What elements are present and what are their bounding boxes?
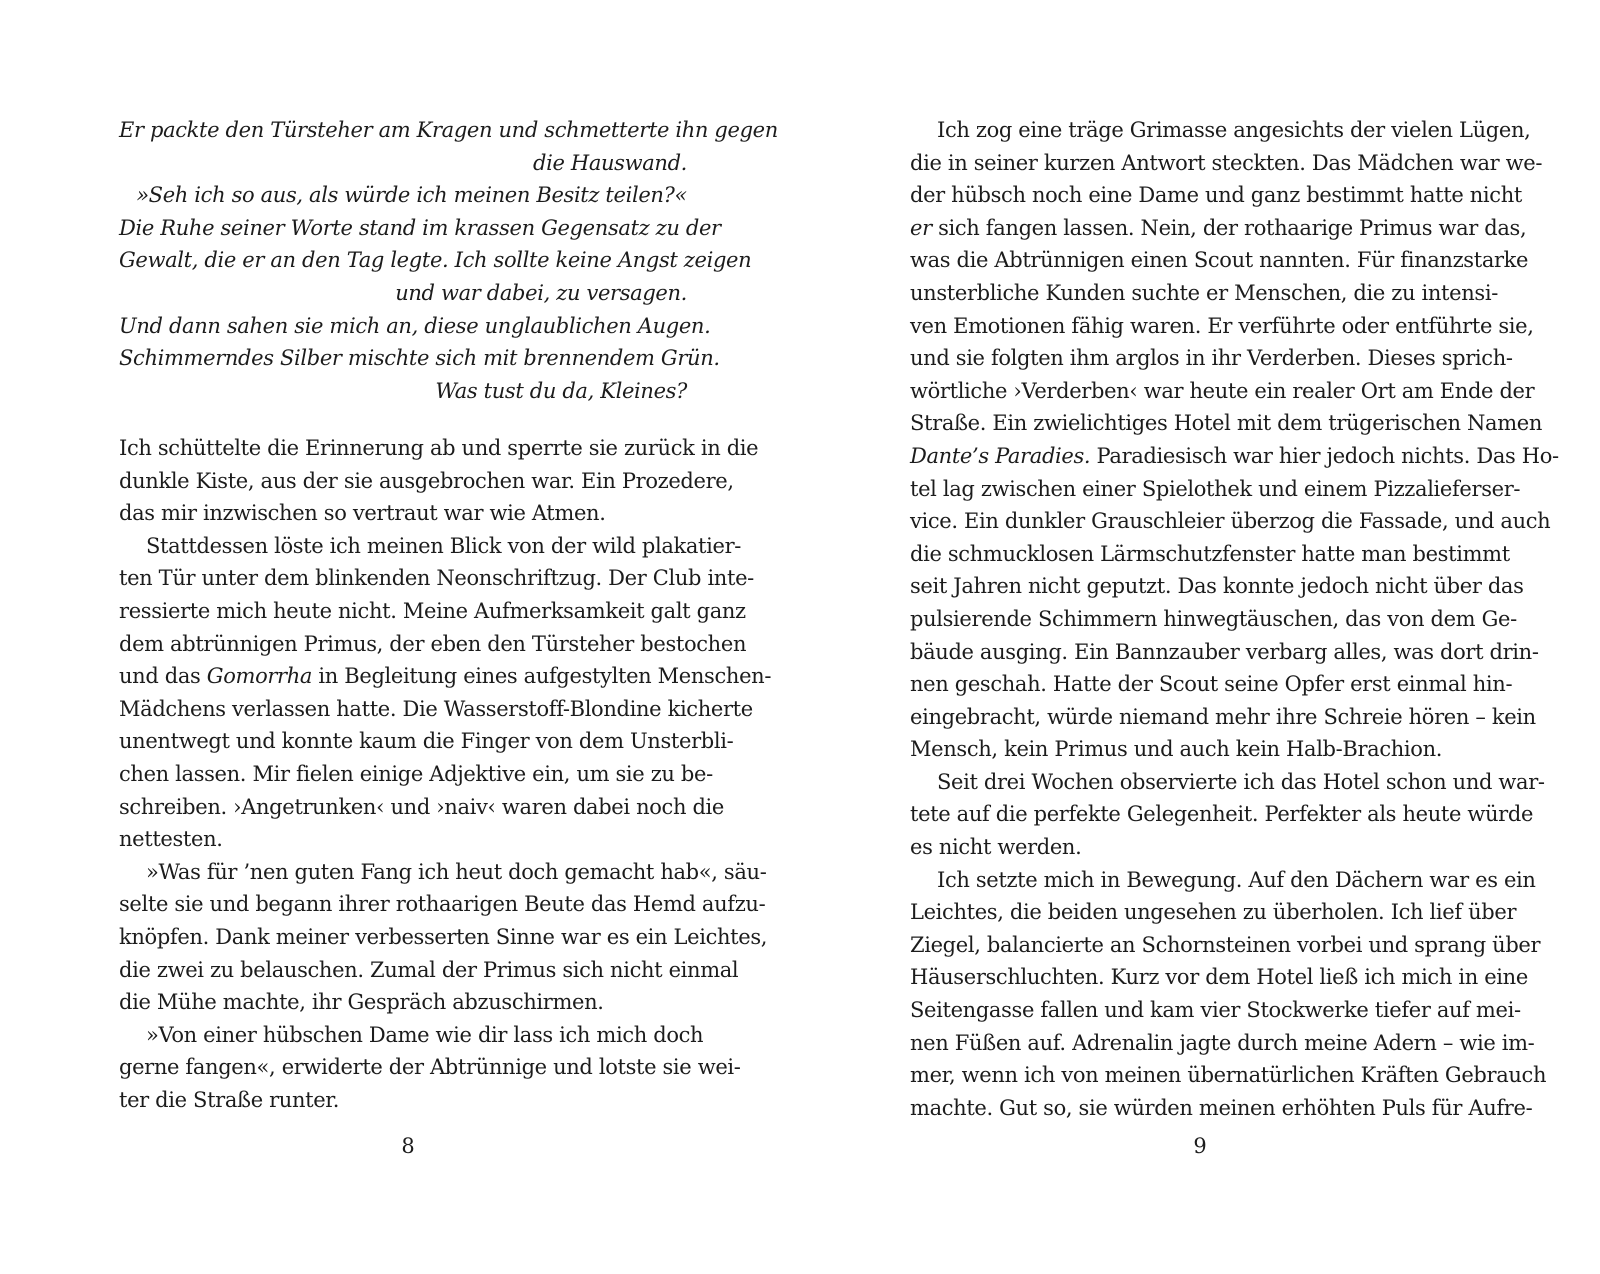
quote-line: Er packte den Türsteher am Kragen und schmetterte ihn gegen	[119, 118, 778, 142]
text-line: Stattdessen löste ich meinen Blick von der wild plakatier-	[146, 533, 742, 558]
text-line: selte sie und begann ihrer rothaarigen Beute das Hemd aufzu-	[119, 892, 766, 917]
text-line: nen geschah. Hatte der Scout seine Opfer erst einmal hin-	[910, 672, 1513, 697]
body-text	[119, 432, 772, 1116]
italic-quote-passage	[119, 114, 778, 407]
text-line: ten Tür unter dem blinkenden Neonschriftzug. Der Club inte-	[119, 566, 754, 591]
text-line: unsterbliche Kunden suchte er Menschen, die zu intensi-	[910, 280, 1498, 305]
text-line	[910, 440, 1559, 473]
quote-line: Gewalt, die er an den Tag legte. Ich sollte keine Angst zeigen	[119, 248, 752, 273]
text-line: seit Jahren nicht geputzt. Das konnte jedoch nicht über das	[910, 574, 1524, 599]
text-line: Leichtes, die beiden ungesehen zu überholen. Ich lief über	[910, 900, 1517, 925]
text-line: Mensch, kein Primus und auch kein Halb-Brachion.	[910, 737, 1443, 762]
text-line: und sie folgten ihm arglos in ihr Verderben. Dieses sprich-	[910, 346, 1513, 371]
text-line: nettesten.	[119, 827, 223, 852]
text-line: chen lassen. Mir fielen einige Adjektive ein, um sie zu be-	[119, 761, 713, 786]
quote-line: Die Ruhe seiner Worte stand im krassen Gegensatz zu der	[119, 215, 721, 240]
text-line: ter die Straße runter.	[119, 1087, 340, 1112]
text-fragment: Paradiesisch war hier jedoch nichts. Das Ho-	[1090, 443, 1559, 468]
text-line: der hübsch noch eine Dame und ganz bestimmt hatte nicht	[910, 183, 1522, 208]
quote-line: Schimmerndes Silber mischte sich mit brennendem Grün.	[119, 346, 720, 371]
text-fragment: sich fangen lassen. Nein, der rothaarige Primus war das,	[931, 215, 1527, 240]
text-line: nen Füßen auf. Adrenalin jagte durch meine Adern – wie im-	[910, 1030, 1535, 1055]
text-line: Ich zog eine träge Grimasse angesichts der vielen Lügen,	[937, 118, 1531, 142]
quote-line: Was tust du da, Kleines?	[435, 378, 687, 403]
text-line: »Von einer hübschen Dame wie dir lass ich mich doch	[146, 1022, 704, 1047]
text-line: eingebracht, würde niemand mehr ihre Schreie hören – kein	[910, 704, 1536, 729]
text-line: Häuserschluchten. Kurz vor dem Hotel ließ ich mich in eine	[910, 965, 1528, 990]
right-page	[800, 0, 1600, 1274]
text-line: wörtliche ›Verderben‹ war heute ein realer Ort am Ende der	[910, 378, 1535, 403]
text-line: Straße. Ein zwielichtiges Hotel mit dem trügerischen Namen	[910, 411, 1543, 436]
text-line	[910, 212, 1527, 245]
text-line: Ich schüttelte die Erinnerung ab und sperrte sie zurück in die	[119, 436, 759, 460]
emphasis-italic: er	[910, 215, 932, 240]
text-line: dunkle Kiste, aus der sie ausgebrochen war. Ein Prozedere,	[119, 468, 734, 493]
text-line: was die Abtrünnigen einen Scout nannten. Für finanzstarke	[910, 248, 1529, 273]
quote-line: Und dann sahen sie mich an, diese unglaublichen Augen.	[119, 313, 711, 338]
text-fragment: in Begleitung eines aufgestylten Menschen-	[312, 664, 772, 689]
text-line: tel lag zwischen einer Spielothek und einem Pizzalieferser-	[910, 476, 1521, 501]
text-line: Mädchens verlassen hatte. Die Wasserstoff-Blondine kicherte	[119, 696, 753, 721]
text-line: tete auf die perfekte Gelegenheit. Perfekter als heute würde	[910, 802, 1534, 827]
text-line: Seitengasse fallen und kam vier Stockwerke tiefer auf mei-	[910, 998, 1521, 1023]
text-line: pulsierende Schimmern hinwegtäuschen, das von dem Ge-	[910, 606, 1517, 631]
text-line: Ich setzte mich in Bewegung. Auf den Dächern war es ein	[937, 867, 1536, 892]
text-line: ressierte mich heute nicht. Meine Aufmerksamkeit galt ganz	[119, 598, 746, 623]
text-line: die schmucklosen Lärmschutzfenster hatte man bestimmt	[910, 541, 1510, 566]
text-line: die Mühe machte, ihr Gespräch abzuschirmen.	[119, 990, 604, 1015]
text-line: knöpfen. Dank meiner verbesserten Sinne war es ein Leichtes,	[119, 924, 768, 949]
text-line: machte. Gut so, sie würden meinen erhöhten Puls für Aufre-	[910, 1095, 1533, 1120]
text-line: Seit drei Wochen observierte ich das Hotel schon und war-	[937, 769, 1545, 794]
page-number: 9	[1193, 1134, 1207, 1158]
hotel-name-italic: Dante’s Paradies.	[910, 443, 1091, 468]
text-line: dem abtrünnigen Primus, der eben den Türsteher bestochen	[119, 631, 747, 656]
book-title-italic: Gomorrha	[206, 664, 313, 689]
text-line: vice. Ein dunkler Grauschleier überzog die Fassade, und auch	[910, 509, 1551, 534]
quote-line: die Hauswand.	[533, 150, 687, 175]
text-line: schreiben. ›Angetrunken‹ und ›naiv‹ waren dabei noch die	[119, 794, 724, 819]
text-line: es nicht werden.	[910, 835, 1082, 860]
page-number: 8	[401, 1134, 415, 1158]
body-text	[910, 114, 1559, 1124]
text-line: das mir inzwischen so vertraut war wie Atmen.	[119, 501, 606, 526]
text-line: die in seiner kurzen Antwort steckten. Das Mädchen war we-	[910, 150, 1543, 175]
text-line: bäude ausging. Ein Bannzauber verbarg alles, was dort drin-	[910, 639, 1539, 664]
text-line: gerne fangen«, erwiderte der Abtrünnige und lotste sie wei-	[119, 1055, 741, 1080]
text-line	[119, 660, 772, 693]
text-line: mer, wenn ich von meinen übernatürlichen Kräften Gebrauch	[910, 1063, 1547, 1088]
text-line: »Was für ’nen guten Fang ich heut doch gemacht hab«, säu-	[146, 859, 767, 884]
quote-line: und war dabei, zu versagen.	[395, 280, 687, 305]
text-line: unentwegt und konnte kaum die Finger von dem Unsterbli-	[119, 729, 734, 754]
text-line: Ziegel, balancierte an Schornsteinen vorbei und sprang über	[910, 932, 1541, 957]
text-fragment: und das	[119, 664, 207, 689]
quote-line: »Seh ich so aus, als würde ich meinen Besitz teilen?«	[136, 183, 687, 208]
text-line: ven Emotionen fähig waren. Er verführte oder entführte sie,	[910, 313, 1534, 338]
text-line: die zwei zu belauschen. Zumal der Primus sich nicht einmal	[119, 957, 739, 982]
